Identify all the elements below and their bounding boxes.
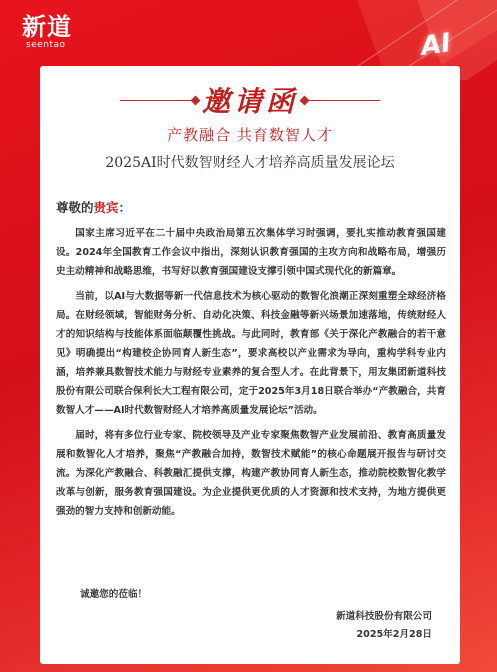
- signature-date: 2025年2月28日: [356, 629, 432, 640]
- brand-name-en: seentao: [26, 40, 66, 50]
- title-divider-right: [304, 100, 380, 101]
- title-row: [40, 80, 460, 120]
- greeting-suffix: ：: [118, 200, 132, 215]
- ai-badge: AI: [419, 28, 453, 62]
- brand-logo: [22, 14, 72, 50]
- paragraph: 届时，将有多位行业专家、院校领导及产业专家聚焦数智产业发展前沿、教育高质量发展和数智化人才培养，聚焦“产教融合加持，数智技术赋能”的核心命题展开报告与研讨交流。为深化产教融合、科教融汇提供支撑，构建产教协同育人新生态，推动院校数智化教学改革与创新，服务教育强国建设。为企业提供更优质的人才资源和技术支持，为地方提供更强劲的智力支持和创新动能。: [56, 430, 446, 517]
- signature-company: 新道科技股份有限公司: [336, 611, 432, 622]
- paragraph: 当前，以AI与大数据等新一代信息技术为核心驱动的数智化浪潮正深刻重塑全球经济格局。在财经领域，智能财务分析、自动化决策、科技金融等新兴场景加速落地，传统财经人才的知识结构与技能体系面临颠覆性挑战。与此同时，教育部《关于深化产教融合的若干意见》明确提出“构建校企协同育人新生态”，要求高校以产业需求为导向，重构学科专业内涵，培养兼具数智技术能力与财经专业素养的复合型人才。在此背景下，用友集团新道科技股份有限公司联合保利长大工程有限公司，定于2025年3月18日联合举办“产教融合，共育数智人才——AI时代数智财经人才培养高质量发展论坛”活动。: [56, 291, 446, 416]
- invitation-title: 邀请函: [201, 85, 298, 118]
- brand-name-cn: 新道: [22, 13, 72, 41]
- greeting: [56, 198, 131, 216]
- letter-body: [56, 224, 446, 527]
- invitation-card: [40, 66, 460, 664]
- greeting-vip: 贵宾: [93, 200, 119, 215]
- invitation-subtitle: 产教融合 共育数智人才: [167, 126, 333, 144]
- closing-line: 诚邀您的莅临！: [80, 589, 148, 600]
- event-name: 2025AI时代数智财经人才培养高质量发展论坛: [105, 155, 395, 171]
- greeting-prefix: 尊敬的: [56, 200, 94, 215]
- paragraph: 国家主席习近平在二十届中央政治局第五次集体学习时强调，要扎实推动教育强国建设。2024年全国教育工作会议中指出，深刻认识教育强国的主攻方向和战略布局，增强历史主动精神和战略思维，书写好以教育强国建设支撑引领中国式现代化的新篇章。: [56, 228, 446, 277]
